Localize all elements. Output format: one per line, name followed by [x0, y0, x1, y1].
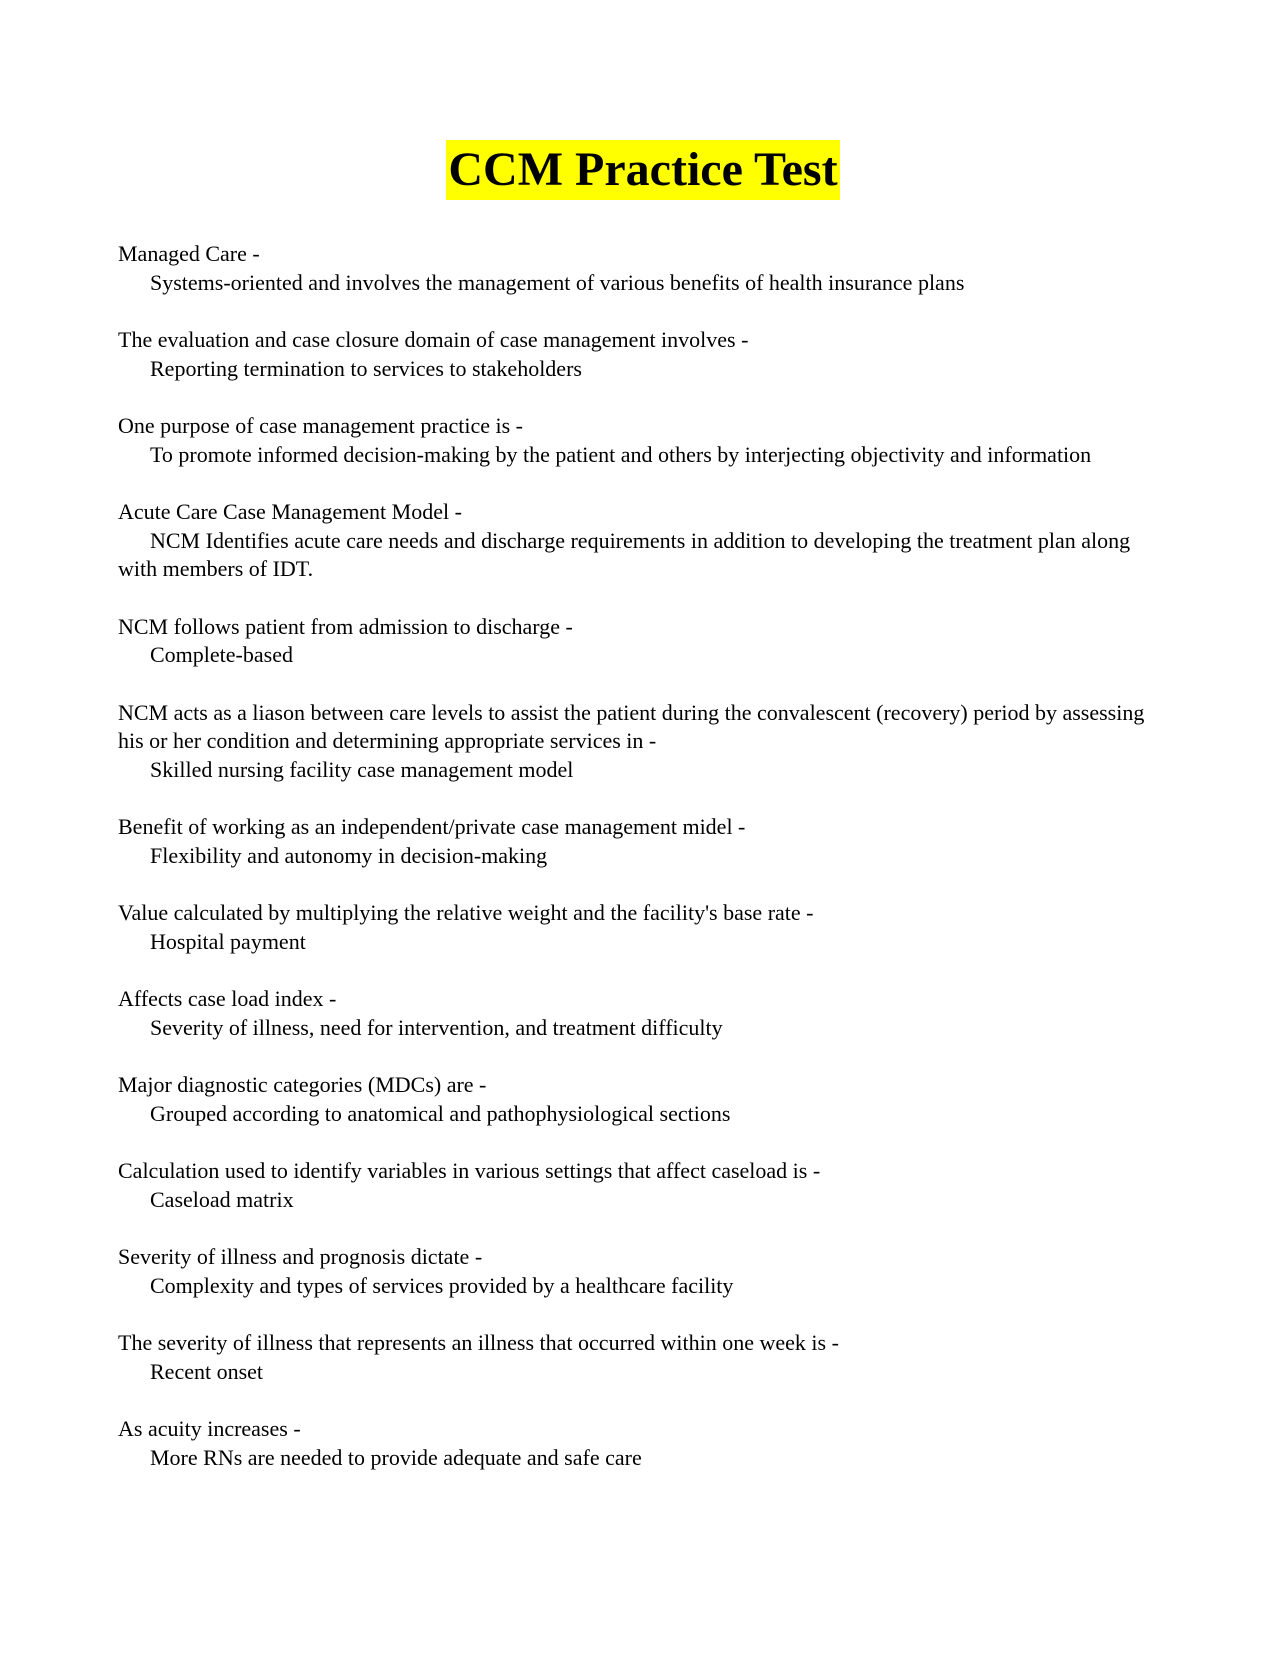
- qa-item-12: [118, 1243, 1168, 1300]
- qa-item-14: [118, 1415, 1168, 1472]
- answer: Caseload matrix: [150, 1186, 294, 1212]
- qa-item-10: [118, 1071, 1168, 1128]
- qa-item-1: [118, 240, 1168, 297]
- question: Affects case load index -: [118, 986, 337, 1011]
- question: NCM follows patient from admission to discharge -: [118, 613, 573, 639]
- answer: Skilled nursing facility case management model: [150, 756, 574, 782]
- answer: Systems-oriented and involves the management of various benefits of health insurance plans: [150, 269, 965, 295]
- answer: More RNs are needed to provide adequate and safe care: [150, 1444, 642, 1470]
- question: The severity of illness that represents an illness that occurred within one week is -: [118, 1330, 839, 1355]
- answer: Complexity and types of services provided by a healthcare facility: [150, 1272, 734, 1298]
- question: Acute Care Case Management Model -: [118, 499, 462, 524]
- answer: Reporting termination to services to stakeholders: [150, 355, 582, 381]
- question: Benefit of working as an independent/private case management midel -: [118, 814, 746, 839]
- question: NCM acts as a liason between care levels to assist the patient during the convalescent (recovery) period by assessing his or her condition and determining appropriate services in -: [118, 699, 1145, 753]
- question: Severity of illness and prognosis dictate -: [118, 1244, 483, 1269]
- qa-item-9: [118, 985, 1168, 1042]
- question: One purpose of case management practice is -: [118, 413, 523, 438]
- answer: Flexibility and autonomy in decision-making: [150, 842, 548, 868]
- qa-item-4: [118, 498, 1168, 584]
- qa-item-5: [118, 613, 1168, 670]
- document-page: [118, 140, 1168, 1501]
- qa-item-3: [118, 412, 1168, 469]
- answer: Recent onset: [150, 1358, 264, 1384]
- qa-item-11: [118, 1157, 1168, 1214]
- qa-item-6: [118, 699, 1168, 785]
- qa-item-2: [118, 326, 1168, 383]
- question: Managed Care -: [118, 241, 260, 266]
- qa-item-8: [118, 899, 1168, 956]
- question: Value calculated by multiplying the relative weight and the facility's base rate -: [118, 900, 814, 925]
- document-title: CCM Practice Test: [446, 140, 839, 200]
- answer: To promote informed decision-making by the patient and others by interjecting objectivity and information: [150, 441, 1092, 467]
- question: Major diagnostic categories (MDCs) are -: [118, 1072, 487, 1097]
- answer: NCM Identifies acute care needs and discharge requirements in addition to developing the treatment plan along with members of IDT.: [118, 527, 1131, 581]
- question: Calculation used to identify variables in various settings that affect caseload is -: [118, 1158, 821, 1183]
- answer: Severity of illness, need for intervention, and treatment difficulty: [150, 1014, 723, 1040]
- title-wrap: [118, 140, 1168, 202]
- answer: Hospital payment: [150, 928, 306, 954]
- qa-item-13: [118, 1329, 1168, 1386]
- qa-item-7: [118, 813, 1168, 870]
- answer: Grouped according to anatomical and pathophysiological sections: [150, 1100, 731, 1126]
- question: As acuity increases -: [118, 1416, 301, 1441]
- answer: Complete-based: [150, 642, 293, 667]
- question: The evaluation and case closure domain of case management involves -: [118, 327, 749, 352]
